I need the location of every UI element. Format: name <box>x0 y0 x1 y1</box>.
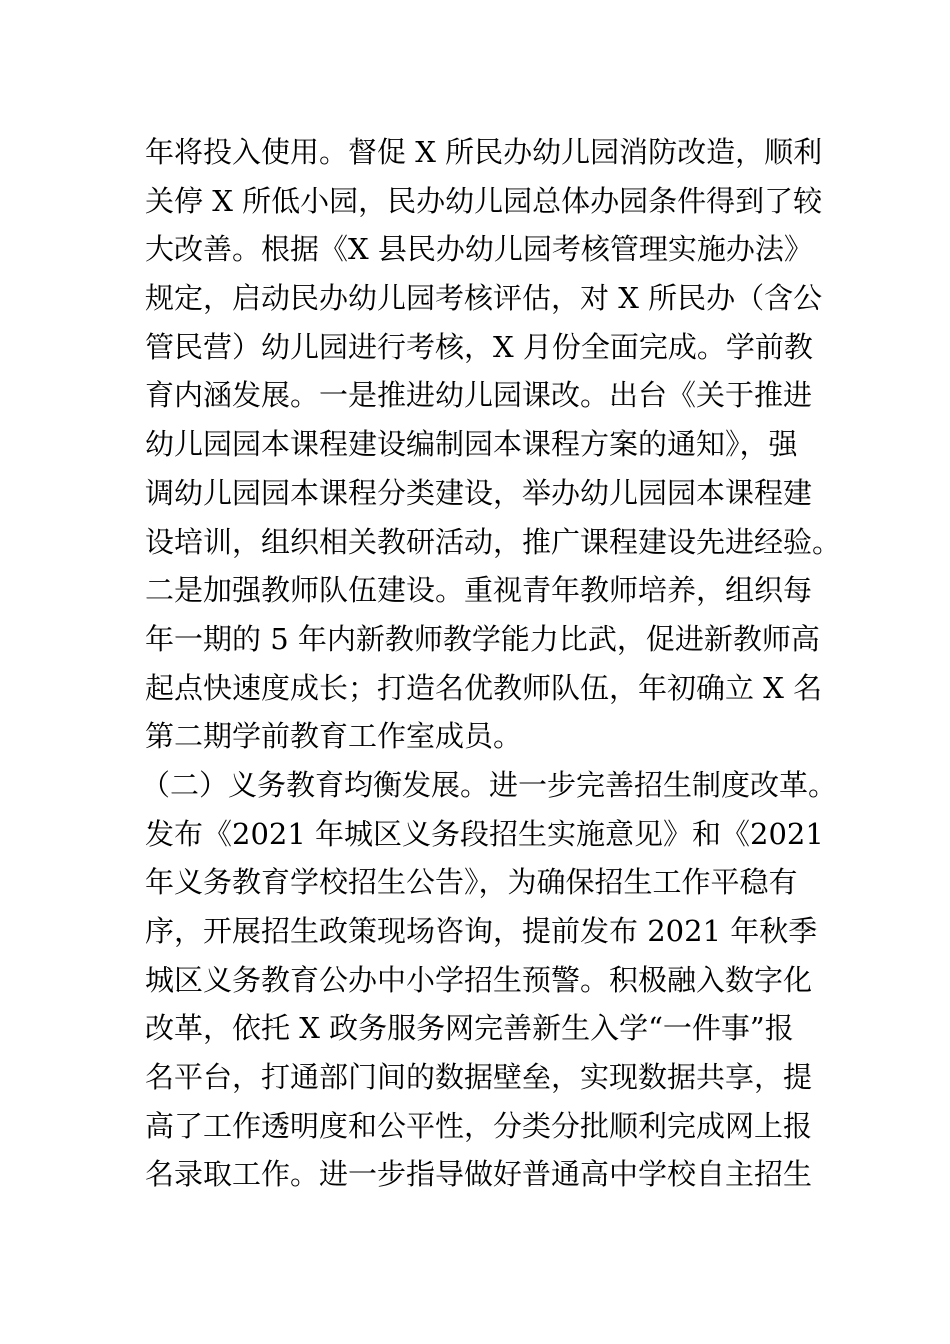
text-line: 设培训，组织相关教研活动，推广课程建设先进经验。 <box>145 524 842 559</box>
text-line: 高了工作透明度和公平性，分类分批顺利完成网上报 <box>145 1108 813 1143</box>
section-heading-line: （二）义务教育均衡发展。进一步完善招生制度改革。 <box>141 767 838 802</box>
text-line: 管民营）幼儿园进行考核，X 月份全面完成。学前教 <box>145 329 813 364</box>
text-line: 起点快速度成长；打造名优教师队伍，年初确立 X 名 <box>145 670 823 705</box>
text-line: 幼儿园园本课程建设编制园本课程方案的通知》，强 <box>145 427 798 462</box>
text-line: 名录取工作。进一步指导做好普通高中学校自主招生 <box>145 1157 813 1192</box>
text-line: 城区义务教育公办中小学招生预警。积极融入数字化 <box>145 962 813 997</box>
text-line: 序，开展招生政策现场咨询，提前发布 2021 年秋季 <box>145 914 818 948</box>
text-line: 年将投入使用。督促 X 所民办幼儿园消防改造，顺利 <box>145 135 823 169</box>
text-line: 规定，启动民办幼儿园考核评估，对 X 所民办（含公 <box>145 281 823 316</box>
text-line: 关停 X 所低小园，民办幼儿园总体办园条件得到了较 <box>145 183 823 218</box>
text-line: 第二期学前教育工作室成员。 <box>145 719 523 754</box>
text-line: 大改善。根据《X 县民办幼儿园考核管理实施办法》 <box>145 232 813 267</box>
text-line: 年一期的 5 年内新教师教学能力比武，促进新教师高 <box>145 621 820 656</box>
body-text <box>141 128 845 1199</box>
text-line: 发布《2021 年城区义务段招生实施意见》和《2021 <box>145 816 824 851</box>
text-line: 二是加强教师队伍建设。重视青年教师培养，组织每 <box>145 573 813 608</box>
text-line: 年义务教育学校招生公告》，为确保招生工作平稳有 <box>145 865 798 900</box>
text-line: 名平台，打通部门间的数据壁垒，实现数据共享，提 <box>145 1060 813 1095</box>
text-line: 调幼儿园园本课程分类建设，举办幼儿园园本课程建 <box>145 475 813 510</box>
text-line: 改革，依托 X 政务服务网完善新生入学“一件事”报 <box>145 1011 794 1046</box>
text-line: 育内涵发展。一是推进幼儿园课改。出台《关于推进 <box>145 378 813 413</box>
